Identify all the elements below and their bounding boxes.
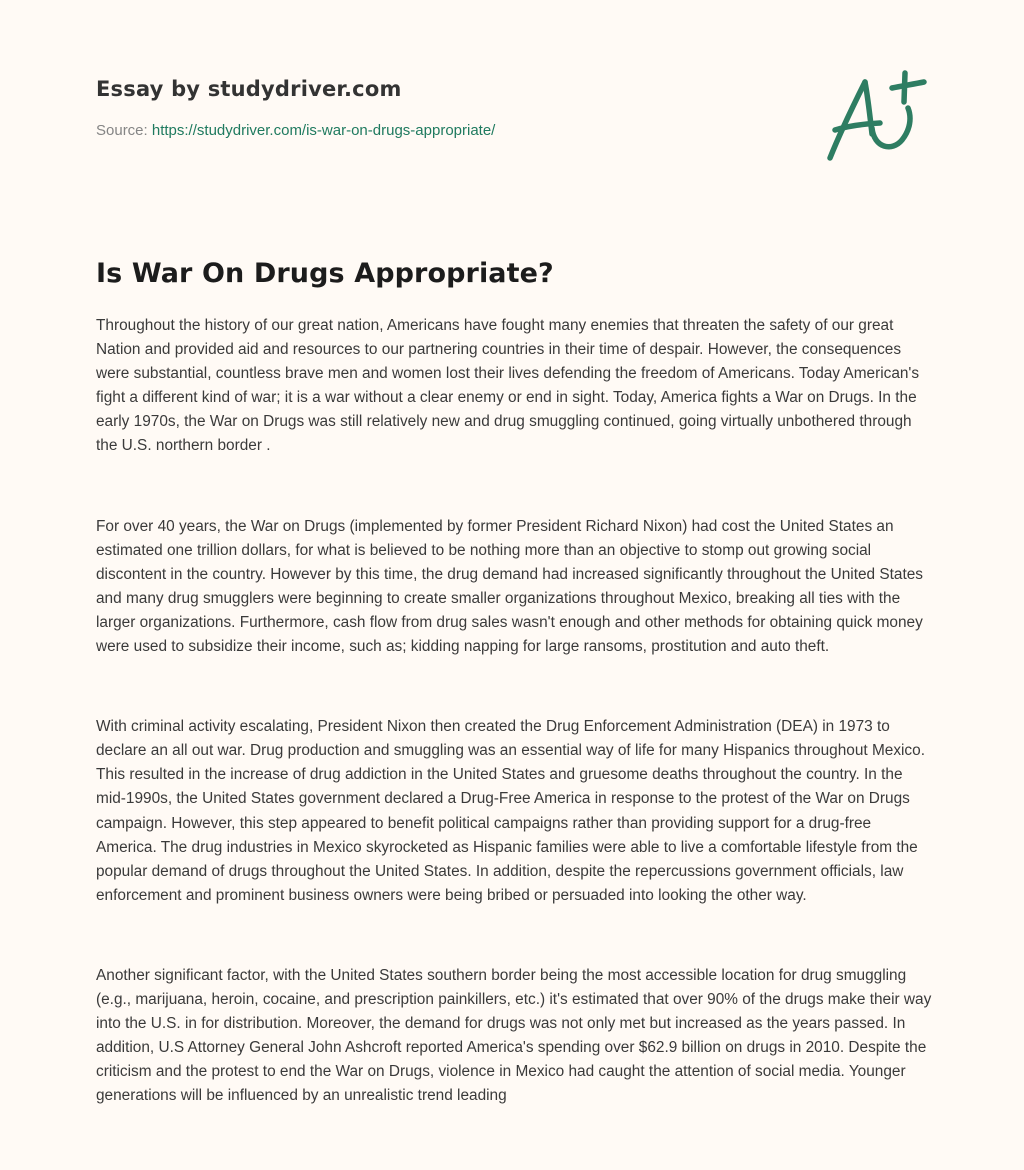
essay-paragraph: For over 40 years, the War on Drugs (implemented by former President Richard Nixon) had cost the United States an estimated one trillion dollars, for what is believed to be nothing more than an objective to stomp out growing social discontent in the country. However by this time, the drug demand had increased significantly throughout the United States and many drug smugglers were beginning to create smaller organizations throughout Mexico, breaking all ties with the larger organizations. Furthermore, cash flow from drug sales wasn't enough and other methods for obtaining quick money were used to subsidize their income, such as; kidding napping for large ransoms, prostitution and auto theft. — [96, 517, 924, 656]
source-label: Source: — [96, 122, 148, 139]
essay-body — [96, 314, 934, 1164]
a-plus-grade-icon — [822, 68, 928, 164]
page-header — [96, 74, 936, 141]
essay-paragraph: Another significant factor, with the United States southern border being the most accessible location for drug smuggling (e.g., marijuana, heroin, cocaine, and prescription painkillers, etc.) it's estimated that over 90% of the drugs make their way into the U.S. in for distribution. Moreover, the demand for drugs was not only met but increased as the years passed. In addition, U.S Attorney General John Ashcroft reported America's spending over $62.9 billion on drugs in 2010. Despite the criticism and the protest to end the War on Drugs, violence in Mexico had caught the attention of social media. Younger generations will be influenced by an unrealistic trend leading — [96, 966, 932, 1105]
essay-title: Is War On Drugs Appropriate? — [96, 258, 554, 289]
essay-paragraph: With criminal activity escalating, President Nixon then created the Drug Enforcement Administration (DEA) in 1973 to declare an all out war. Drug production and smuggling was an essential way of life for many Hispanics throughout Mexico. This resulted in the increase of drug addiction in the United States and gruesome deaths throughout the country. In the mid-1990s, the United States government declared a Drug-Free America in response to the protest of the War on Drugs campaign. However, this step appeared to benefit political campaigns rather than providing support for a drug-free America. The drug industries in Mexico skyrocketed as Hispanic families were able to live a comfortable lifestyle from the popular demand of drugs throughout the United States. In addition, despite the repercussions government officials, law enforcement and prominent business owners were being bribed or persuaded into looking the other way. — [96, 718, 925, 904]
site-title: Essay by studydriver.com — [96, 77, 402, 101]
source-line — [96, 121, 936, 141]
essay-paragraph: Throughout the history of our great nation, Americans have fought many enemies that threaten the safety of our great Nation and provided aid and resources to our partnering countries in their time of despair. However, the consequences were substantial, countless brave men and women lost their lives defending the freedom of Americans. Today American's fight a different kind of war; it is a war without a clear enemy or end in sight. Today, America fights a War on Drugs. In the early 1970s, the War on Drugs was still relatively new and drug smuggling continued, going virtually unbothered through the U.S. northern border . — [96, 317, 920, 455]
source-link[interactable]: https://studydriver.com/is-war-on-drugs-appropriate/ — [151, 122, 496, 139]
